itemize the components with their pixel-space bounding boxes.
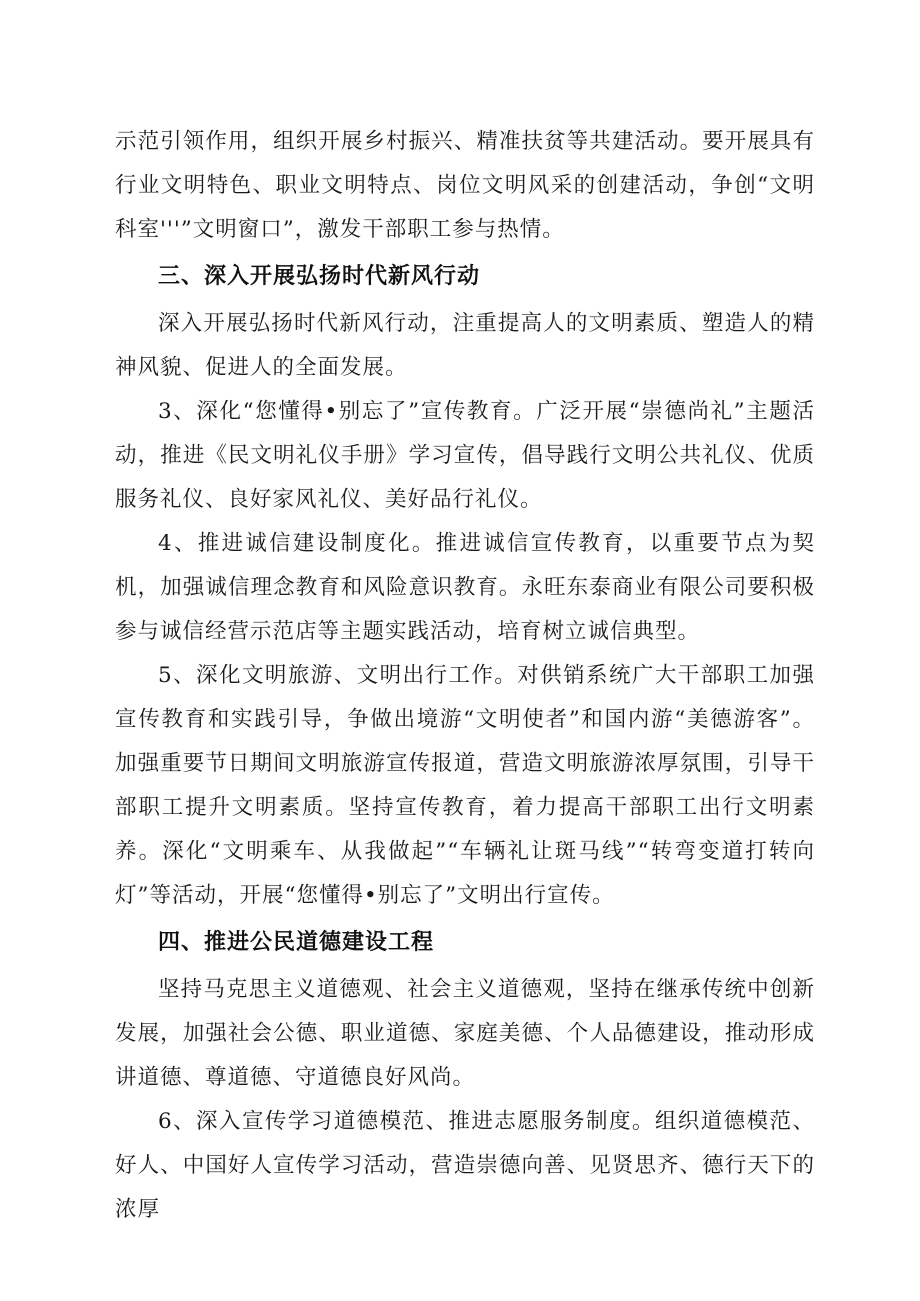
item-5-paragraph: 5、深化文明旅游、文明出行工作。对供销系统广大干部职工加强宣传教育和实践引导，争做出境游“文明使者”和国内游“美德游客”。加强重要节日期间文明旅游宣传报道，营造文明旅游浓厚氛围，引导干部职工提升文明素质。坚持宣传教育，着力提高干部职工出行文明素养。深化“文明乘车、从我做起”“车辆礼让斑马线”“转弯变道打转向灯”等活动，开展“您懂得•别忘了”文明出行宣传。 xyxy=(115,663,815,908)
section-4-intro: 坚持马克思主义道德观、社会主义道德观，坚持在继承传统中创新发展，加强社会公德、职业道德、家庭美德、个人品德建设，推动形成讲道德、尊道德、守道德良好风尚。 xyxy=(115,977,815,1090)
document-body xyxy=(115,120,815,1232)
section-heading-4: 四、推进公民道德建设工程 xyxy=(158,930,435,955)
section-heading-3: 三、深入开展弘扬时代新风行动 xyxy=(158,264,481,289)
item-6-paragraph: 6、深入宣传学习道德模范、推进志愿服务制度。组织道德模范、好人、中国好人宣传学习活动，营造崇德向善、见贤思齐、德行天下的浓厚 xyxy=(115,1109,815,1222)
item-3-paragraph: 3、深化“您懂得•别忘了”宣传教育。广泛开展“崇德尚礼”主题活动，推进《民文明礼仪手册》学习宣传，倡导践行文明公共礼仪、优质服务礼仪、良好家风礼仪、美好品行礼仪。 xyxy=(115,399,815,512)
item-4-paragraph: 4、推进诚信建设制度化。推进诚信宣传教育，以重要节点为契机，加强诚信理念教育和风险意识教育。永旺东泰商业有限公司要积极参与诚信经营示范店等主题实践活动，培育树立诚信典型。 xyxy=(115,531,815,644)
section-3-intro: 深入开展弘扬时代新风行动，注重提高人的文明素质、塑造人的精神风貌、促进人的全面发展。 xyxy=(115,311,815,380)
continued-paragraph: 示范引领作用，组织开展乡村振兴、精准扶贫等共建活动。要开展具有行业文明特色、职业文明特点、岗位文明风采的创建活动，争创“文明科室'''”文明窗口”，激发干部职工参与热情。 xyxy=(115,129,815,242)
